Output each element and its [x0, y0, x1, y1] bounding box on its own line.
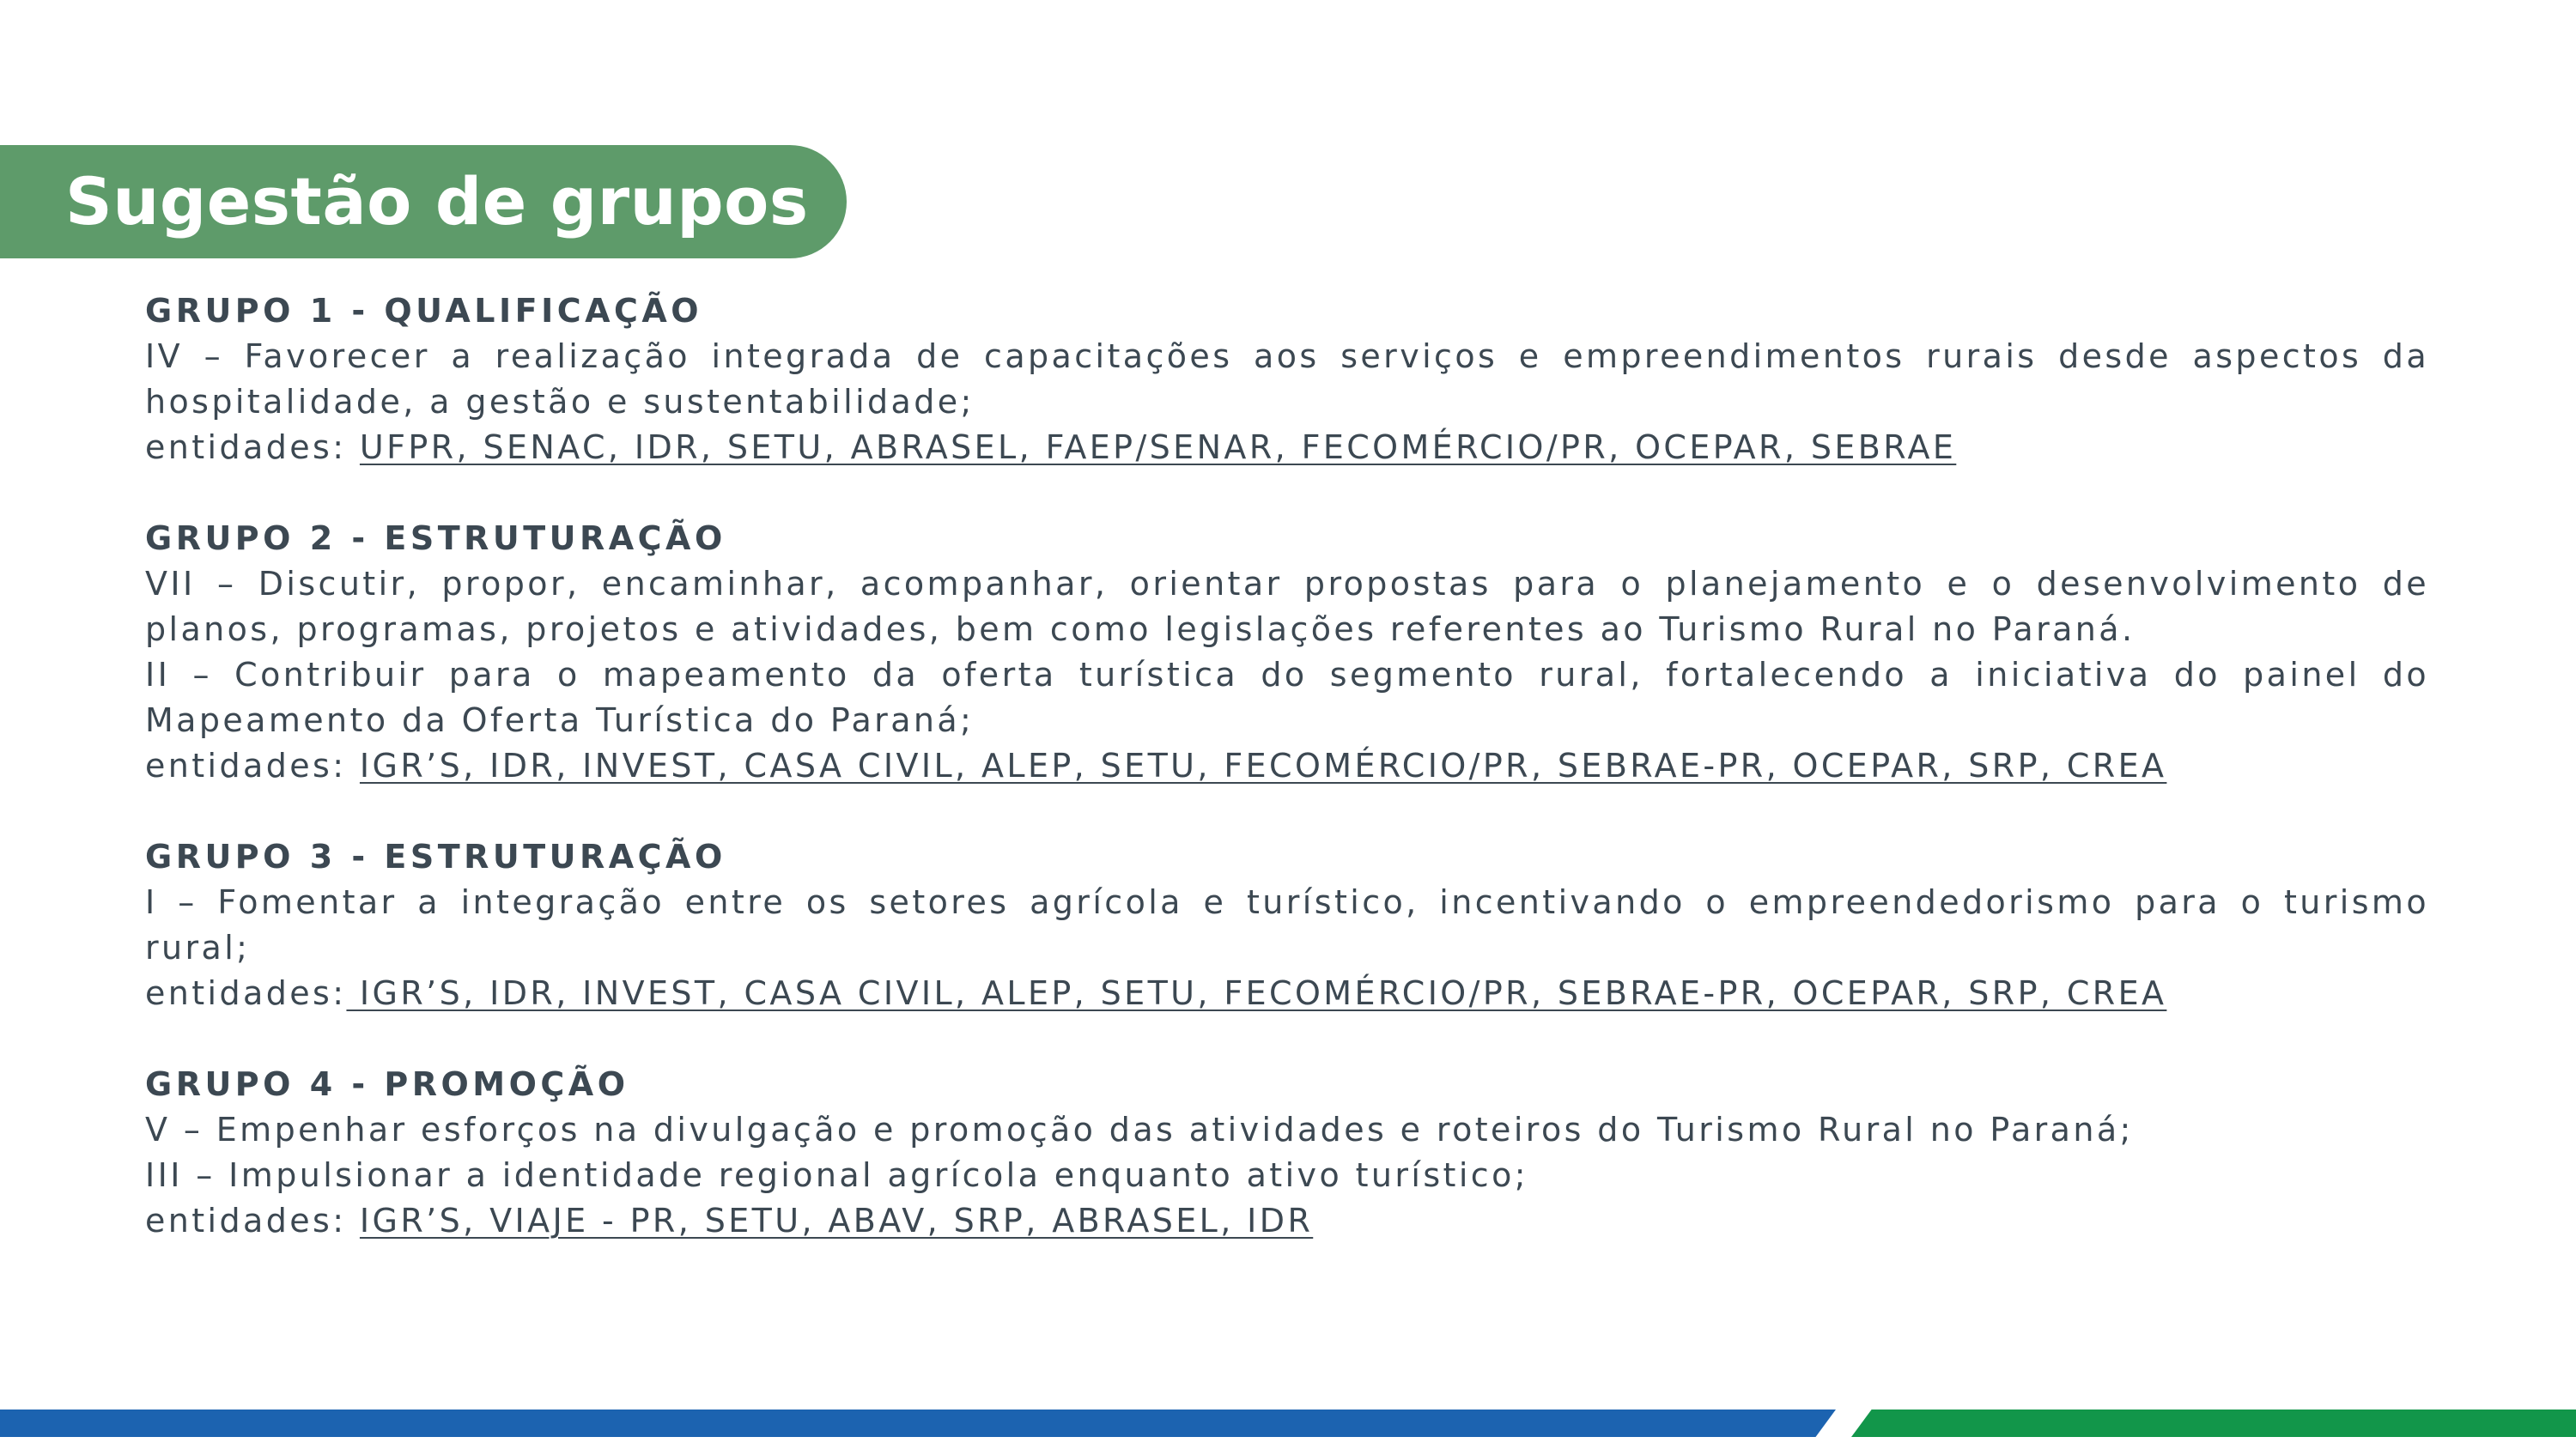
- entities-list: IGR’S, VIAJE - PR, SETU, ABAV, SRP, ABRASEL, IDR: [359, 1202, 1314, 1240]
- group-paragraph: III – Impulsionar a identidade regional agrícola enquanto ativo turístico;: [145, 1156, 1528, 1194]
- page-title: Sugestão de grupos: [65, 163, 809, 239]
- group-paragraph: I – Fomentar a integração entre os setores agrícola e turístico, incentivando o empreendedorismo para o turismo rural;: [145, 883, 2429, 967]
- entities-label: entidades:: [145, 747, 360, 785]
- entities-list: IGR’S, IDR, INVEST, CASA CIVIL, ALEP, SETU, FECOMÉRCIO/PR, SEBRAE-PR, OCEPAR, SRP, CREA: [359, 747, 2167, 785]
- entities-list: UFPR, SENAC, IDR, SETU, ABRASEL, FAEP/SENAR, FECOMÉRCIO/PR, OCEPAR, SEBRAE: [359, 428, 1957, 466]
- entities-label: entidades:: [145, 974, 347, 1012]
- group-title: GRUPO 1 - QUALIFICAÇÃO: [145, 292, 703, 330]
- group-3: [145, 834, 2429, 1016]
- group-paragraph: V – Empenhar esforços na divulgação e promoção das atividades e roteiros do Turismo Rural no Paraná;: [145, 1111, 2134, 1149]
- group-paragraph: VII – Discutir, propor, encaminhar, acompanhar, orientar propostas para o planejamento e o desenvolvimento de planos, programas, projetos e atividades, bem como legislações referentes ao Turismo Rural no Paraná.: [145, 565, 2429, 648]
- group-2: [145, 516, 2429, 789]
- group-entities: [145, 425, 2429, 470]
- groups-content: [145, 288, 2429, 1289]
- group-entities: [145, 743, 2429, 789]
- group-title: GRUPO 4 - PROMOÇÃO: [145, 1065, 629, 1103]
- group-entities: [145, 971, 2429, 1016]
- group-1: [145, 288, 2429, 470]
- group-title: GRUPO 3 - ESTRUTURAÇÃO: [145, 838, 726, 876]
- footer-blue-stripe: [0, 1410, 1836, 1437]
- entities-list: IGR’S, IDR, INVEST, CASA CIVIL, ALEP, SETU, FECOMÉRCIO/PR, SEBRAE-PR, OCEPAR, SRP, CREA: [346, 974, 2167, 1012]
- title-banner: [0, 145, 847, 258]
- entities-label: entidades:: [145, 1202, 360, 1240]
- group-entities: [145, 1198, 2429, 1244]
- footer-green-stripe: [1851, 1410, 2576, 1437]
- group-title: GRUPO 2 - ESTRUTURAÇÃO: [145, 519, 726, 557]
- group-4: [145, 1062, 2429, 1244]
- group-paragraph: IV – Favorecer a realização integrada de capacitações aos serviços e empreendimentos rurais desde aspectos da hospitalidade, a gestão e sustentabilidade;: [145, 337, 2429, 421]
- entities-label: entidades:: [145, 428, 360, 466]
- group-paragraph: II – Contribuir para o mapeamento da oferta turística do segmento rural, fortalecendo a iniciativa do painel do Mapeamento da Oferta Turística do Paraná;: [145, 656, 2429, 739]
